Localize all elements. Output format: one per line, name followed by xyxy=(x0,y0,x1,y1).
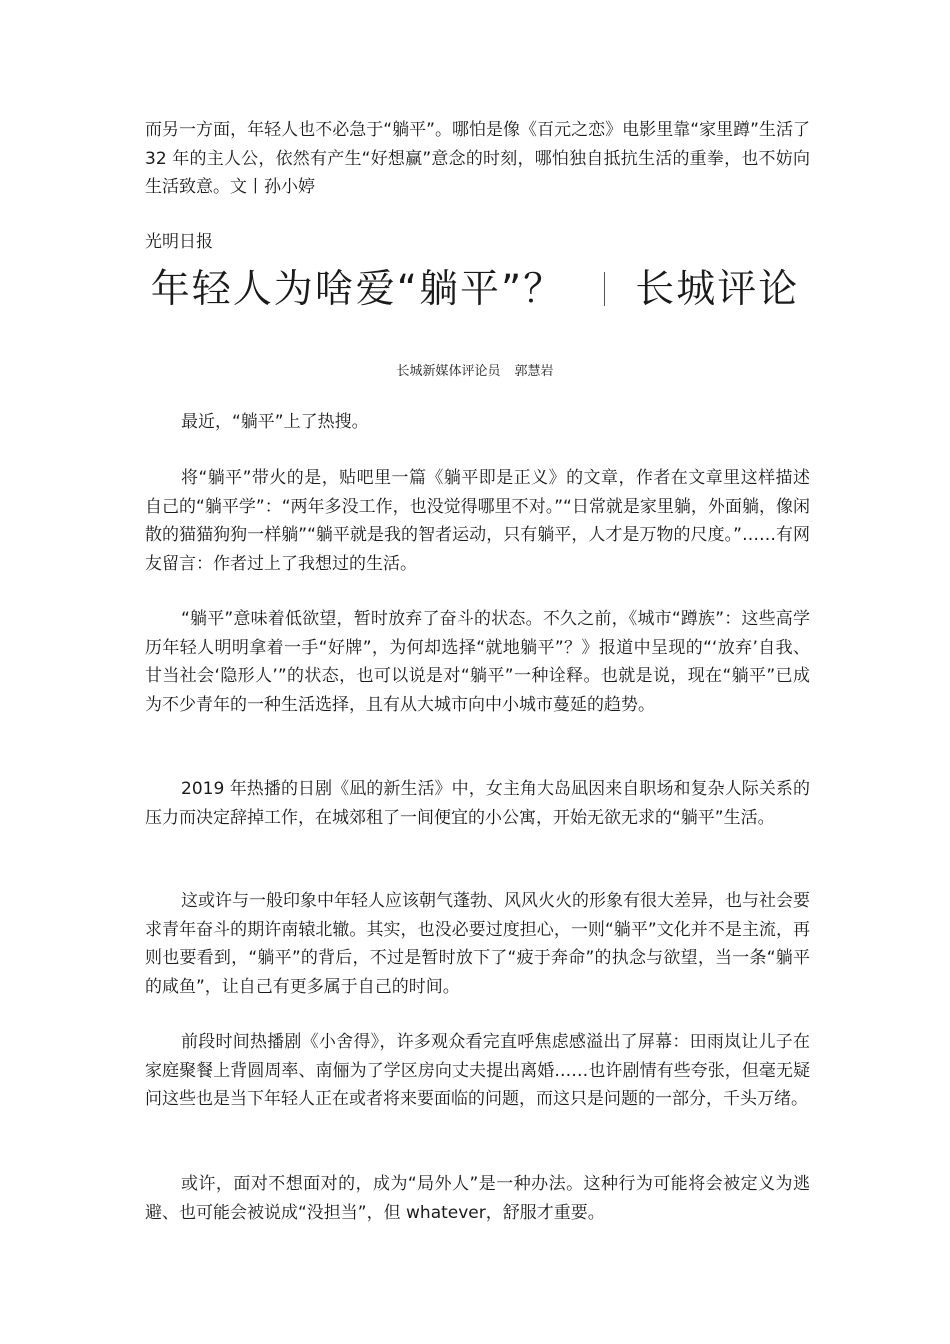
body-paragraph-7: 或许，面对不想面对的，成为“局外人”是一种办法。这种行为可能将会被定义为逃避、也可能会被说成“没担当”，但 whatever，舒服才重要。 xyxy=(145,1174,810,1223)
body-paragraph-3: “躺平”意味着低欲望，暂时放弃了奋斗的状态。不久之前，《城市“蹲族”：这些高学历年轻人明明拿着一手“好牌”，为何却选择“就地躺平”？》报道中呈现的“‘放弃’自我、甘当社会‘隐形人’”的状态，也可以说是对“躺平”一种诠释。也就是说，现在“躺平”已成为不少青年的一种生活选择，且有从大城市向中小城市蔓延的趋势。 xyxy=(145,609,810,715)
headline-title: 年轻人为啥爱“躺平”？ xyxy=(150,267,565,312)
intro-paragraph: 而另一方面，年轻人也不必急于“躺平”。哪怕是像《百元之恋》电影里靠“家里蹲”生活了 32 年的主人公，依然有产生“好想赢”意念的时刻，哪怕独自抵抗生活的重拳，也不妨向生活致意。文丨孙小婷 xyxy=(145,120,810,197)
body-paragraph-1: 最近，“躺平”上了热搜。 xyxy=(181,412,369,432)
headline-separator xyxy=(604,272,605,306)
body-paragraph-4: 2019 年热播的日剧《凪的新生活》中，女主角大岛凪因来自职场和复杂人际关系的压力而决定辞掉工作，在城郊租了一间便宜的小公寓，开始无欲无求的“躺平”生活。 xyxy=(145,779,810,828)
byline-author: 郭慧岩 xyxy=(514,364,554,379)
body-paragraph-2: 将“躺平”带火的是，贴吧里一篇《躺平即是正义》的文章，作者在文章里这样描述自己的“躺平学”：“两年多没工作，也没觉得哪里不对。”“日常就是家里躺，外面躺，像闲散的猫猫狗狗一样躺”“躺平就是我的智者运动，只有躺平，人才是万物的尺度。”……有网友留言：作者过上了我想过的生活。 xyxy=(145,468,810,574)
body-paragraph-5: 这或许与一般印象中年轻人应该朝气蓬勃、风风火火的形象有很大差异，也与社会要求青年奋斗的期许南辕北辙。其实，也没必要过度担心，一则“躺平”文化并不是主流，再则也要看到，“躺平”的背后，不过是暂时放下了“疲于奔命”的执念与欲望，当一条“躺平的咸鱼”，让自己有更多属于自己的时间。 xyxy=(145,891,810,997)
byline-role: 长城新媒体评论员 xyxy=(396,364,501,379)
headline xyxy=(0,262,950,318)
body-paragraph-6: 前段时间热播剧《小舍得》，许多观众看完直呼焦虑感溢出了屏幕：田雨岚让儿子在家庭聚餐上背圆周率、南俪为了学区房向丈夫提出离婚……也许剧情有些夸张，但毫无疑问这些也是当下年轻人正在或者将来要面临的问题，而这只是问题的一部分，千头万绪。 xyxy=(145,1032,810,1109)
source-label: 光明日报 xyxy=(145,232,213,252)
headline-column: 长城评论 xyxy=(635,267,800,312)
byline xyxy=(0,362,950,382)
